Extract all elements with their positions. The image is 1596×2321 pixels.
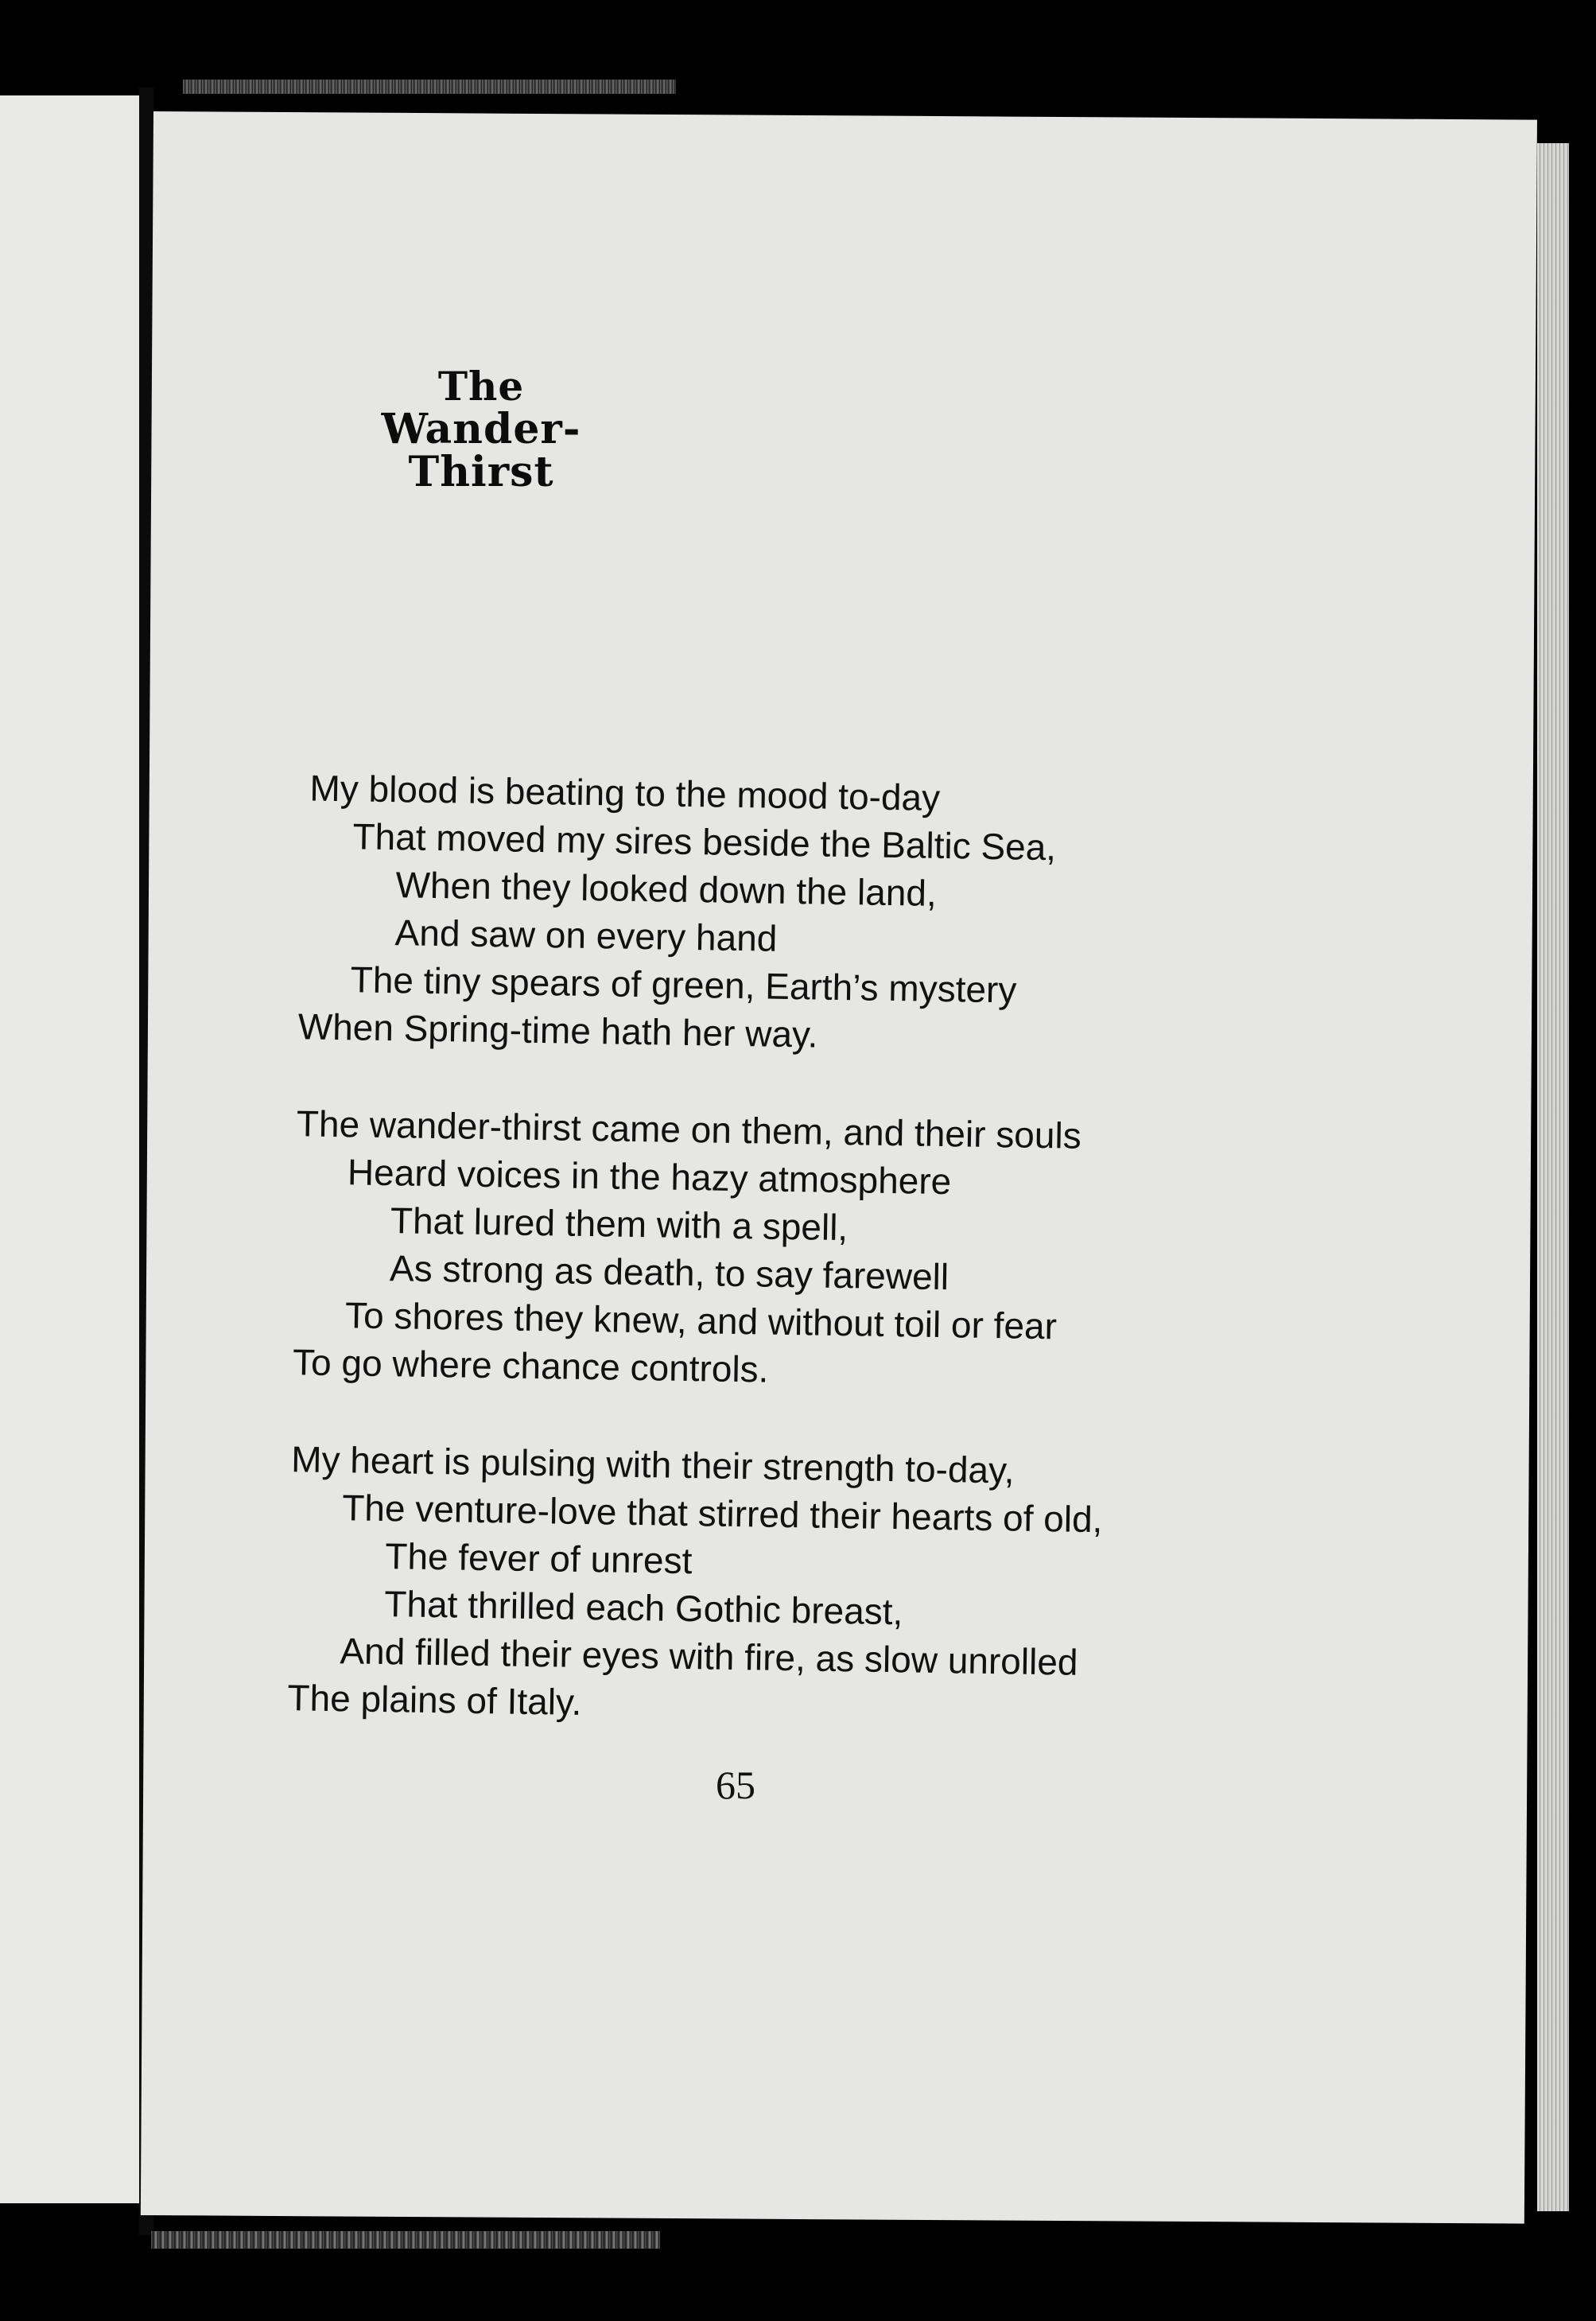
poem-title	[322, 363, 640, 497]
poem-title-line-2: Wander-Thirst	[381, 404, 581, 497]
poem-body	[270, 764, 1320, 1786]
poem-line: That moved my sires beside the Baltic Sea,	[352, 815, 1057, 869]
left-page-edge	[0, 95, 139, 2203]
top-scan-border	[183, 80, 676, 94]
poem-line: The wander-thirst came on them, and their souls	[296, 1102, 1082, 1157]
poem-line: To go where chance controls.	[292, 1341, 769, 1390]
poem-line: And saw on every hand	[394, 912, 778, 959]
poem-line: The plains of Italy.	[287, 1677, 582, 1723]
stanza-2	[277, 1099, 1314, 1402]
poem-line: My heart is pulsing with their strength to-day,	[290, 1438, 1015, 1491]
page-number: 65	[716, 1763, 755, 1807]
poem-line: My blood is beating to the mood to-day	[309, 767, 941, 818]
poem-line: As strong as death, to say farewell	[389, 1247, 949, 1298]
poem-line: And filled their eyes with fire, as slow unrolled	[340, 1630, 1078, 1683]
poem-line: When Spring-time hath her way.	[297, 1005, 818, 1056]
poem-line: The venture-love that stirred their hearts of old,	[341, 1487, 1103, 1541]
poem-line: Heard voices in the hazy atmosphere	[347, 1151, 952, 1203]
poem-title-line-1: The	[437, 363, 525, 410]
right-page-edges	[1537, 143, 1569, 2211]
stanza-1	[282, 764, 1319, 1066]
bottom-scan-border	[151, 2231, 660, 2249]
poem-line: That thrilled each Gothic breast,	[384, 1583, 903, 1633]
poem-line: When they looked down the land,	[395, 864, 938, 914]
poem-line: The fever of unrest	[384, 1535, 693, 1582]
poem-line: That lured them with a spell,	[390, 1199, 848, 1249]
stanza-3	[271, 1435, 1309, 1737]
poem-line: To shores they knew, and without toil or fear	[344, 1294, 1058, 1347]
poem-line: The tiny spears of green, Earth’s mystery	[350, 958, 1017, 1011]
